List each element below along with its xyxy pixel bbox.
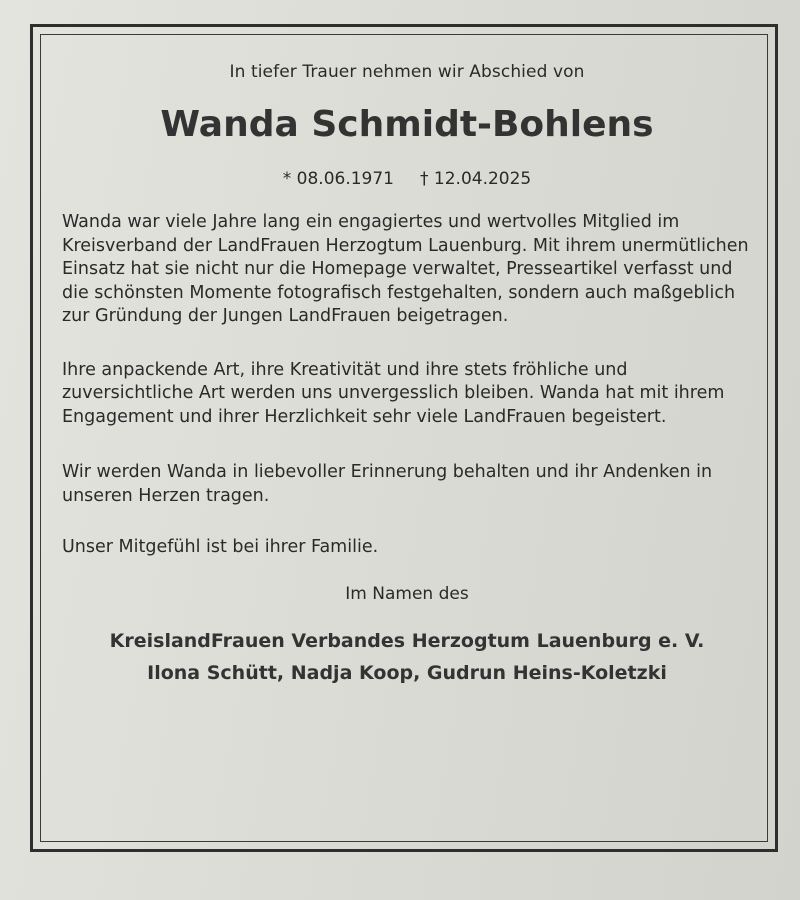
- birth-date: * 08.06.1971: [282, 169, 394, 189]
- tribute-paragraph: Ihre anpackende Art, ihre Kreativität und ihre stets fröhliche und zuversichtliche Art werden uns unvergesslich bleiben. Wanda hat mit ihrem Engagement und ihrer Herzlichkeit sehr viele LandFrauen begeistert.: [62, 359, 725, 427]
- tribute-paragraph: Wir werden Wanda in liebevoller Erinnerung behalten und ihr Andenken in unseren Herzen tragen.: [62, 462, 713, 506]
- signoff-line: Im Namen des: [345, 583, 469, 604]
- condolence-line: Unser Mitgefühl ist bei ihrer Familie.: [62, 537, 379, 557]
- organization-name: KreislandFrauen Verbandes Herzogtum Lauenburg e. V.: [109, 629, 705, 652]
- life-dates: [62, 169, 752, 189]
- intro-line: In tiefer Trauer nehmen wir Abschied von: [229, 62, 585, 82]
- tribute-paragraph: Wanda war viele Jahre lang ein engagiertes und wertvolles Mitglied im Kreisverband der LandFrauen Herzogtum Lauenburg. Mit ihrem unermütlichen Einsatz hat sie nicht nur die Homepage verwaltet, Presseartikel verfasst und die schönsten Momente fotografisch festgehalten, sondern auch maßgeblich zur Gründung der Jungen LandFrauen beigetragen.: [62, 212, 749, 326]
- deceased-name: Wanda Schmidt-Bohlens: [160, 104, 654, 145]
- death-date: † 12.04.2025: [420, 169, 532, 189]
- obituary-notice: [62, 62, 752, 684]
- signatories: Ilona Schütt, Nadja Koop, Gudrun Heins-Koletzki: [147, 661, 667, 684]
